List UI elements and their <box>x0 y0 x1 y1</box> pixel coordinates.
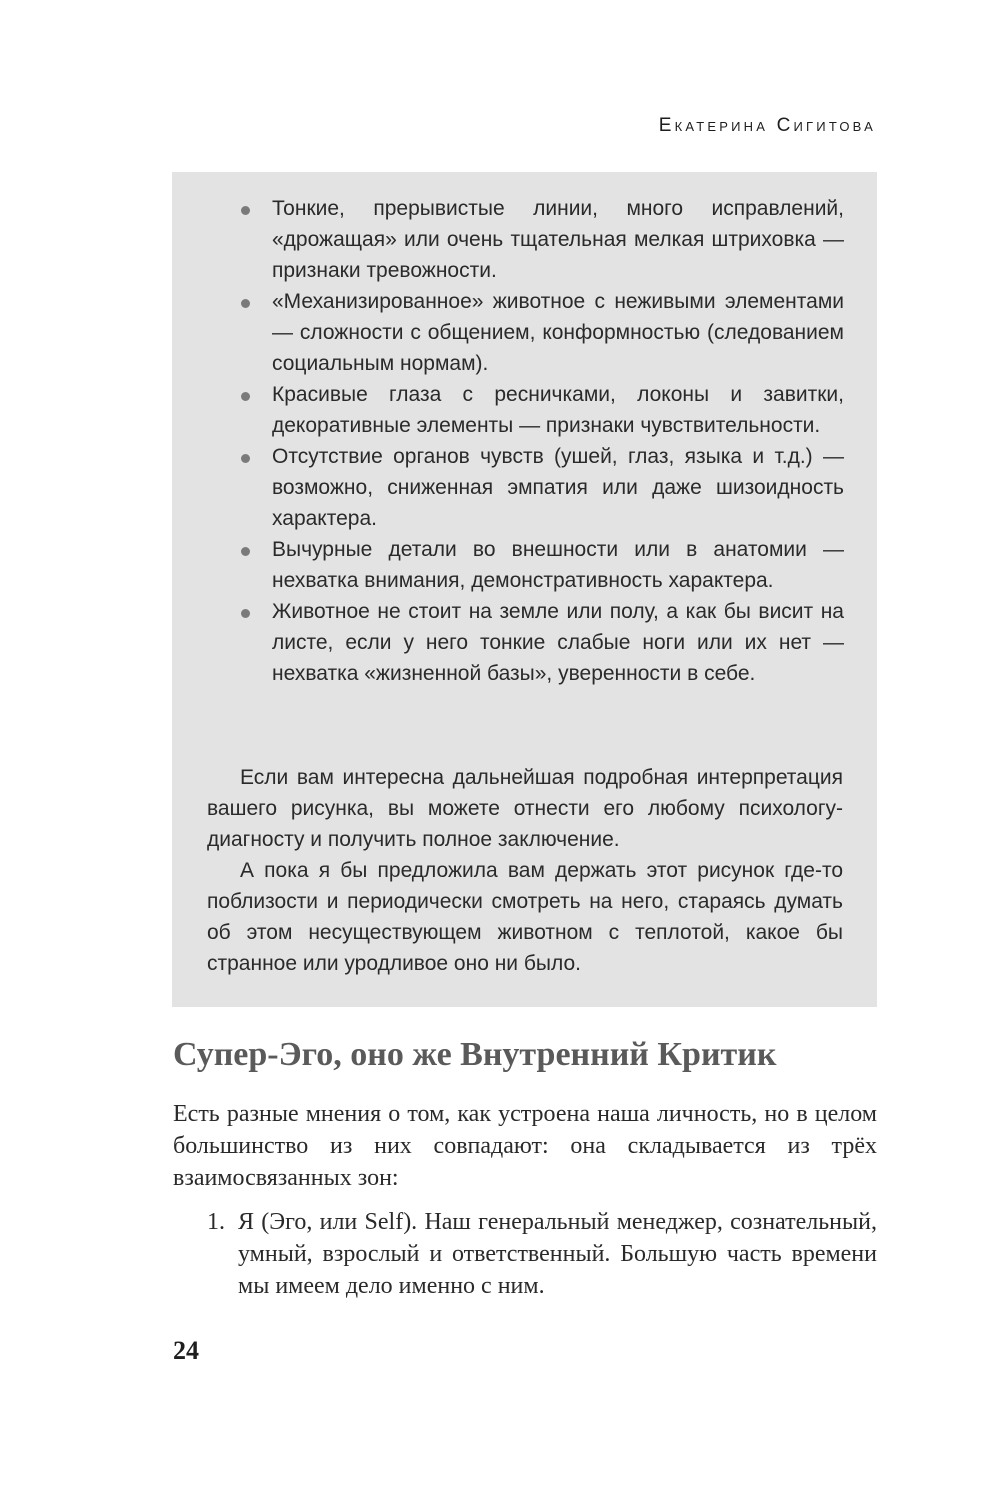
bullet-list <box>234 193 844 689</box>
list-item <box>234 379 844 441</box>
bullet-icon <box>241 547 250 556</box>
sidebar-paragraph: А пока я бы предложила вам держать этот рисунок где-то поблизости и периодически смотреть на него, стараясь думать об этом несуществующем животном с теплотой, какое бы странное или уродливое оно ни было. <box>207 859 843 975</box>
numbered-list-item <box>207 1206 877 1302</box>
running-head: Екатерина Сигитова <box>658 115 876 136</box>
section-heading: Супер-Эго, оно же Внутренний Критик <box>173 1036 777 1073</box>
list-item-text: Вычурные детали во внешности или в анатомии — нехватка внимания, демонстративность характера. <box>272 538 844 592</box>
page-number: 24 <box>173 1336 199 1365</box>
bullet-icon <box>241 454 250 463</box>
bullet-icon <box>241 392 250 401</box>
list-item-text: Красивые глаза с ресничками, локоны и завитки, декоративные элементы — признаки чувствительности. <box>272 383 844 437</box>
list-item-text: «Механизированное» животное с неживыми элементами — сложности с общением, конформностью (следованием социальным нормам). <box>272 290 844 375</box>
body-paragraph: Есть разные мнения о том, как устроена наша личность, но в целом большинство из них совпадают: она складывается из трёх взаимосвязанных зон: <box>173 1101 877 1191</box>
bullet-icon <box>241 299 250 308</box>
list-item-text: Отсутствие органов чувств (ушей, глаз, языка и т.д.) — возможно, сниженная эмпатия или даже шизоидность характера. <box>272 445 844 530</box>
list-item <box>234 286 844 379</box>
list-number: 1. <box>207 1209 225 1235</box>
list-item <box>234 193 844 286</box>
list-item <box>234 596 844 689</box>
sidebar-box <box>172 172 877 1007</box>
list-item-text: Тонкие, прерывистые линии, много исправлений, «дрожащая» или очень тщательная мелкая штриховка — признаки тревожности. <box>272 197 844 282</box>
bullet-icon <box>241 206 250 215</box>
list-item-text: Животное не стоит на земле или полу, а как бы висит на листе, если у него тонкие слабые ноги или их нет — нехватка «жизненной базы», уверенности в себе. <box>272 600 844 685</box>
list-item <box>234 534 844 596</box>
bullet-icon <box>241 609 250 618</box>
sidebar-paragraph: Если вам интересна дальнейшая подробная интерпретация вашего рисунка, вы можете отнести его любому психологу-диагносту и получить полное заключение. <box>207 766 843 851</box>
list-item-text: Я (Эго, или Self). Наш генеральный менеджер, сознательный, умный, взрослый и ответственный. Большую часть времени мы имеем дело именно с ним. <box>238 1209 877 1299</box>
list-item <box>234 441 844 534</box>
